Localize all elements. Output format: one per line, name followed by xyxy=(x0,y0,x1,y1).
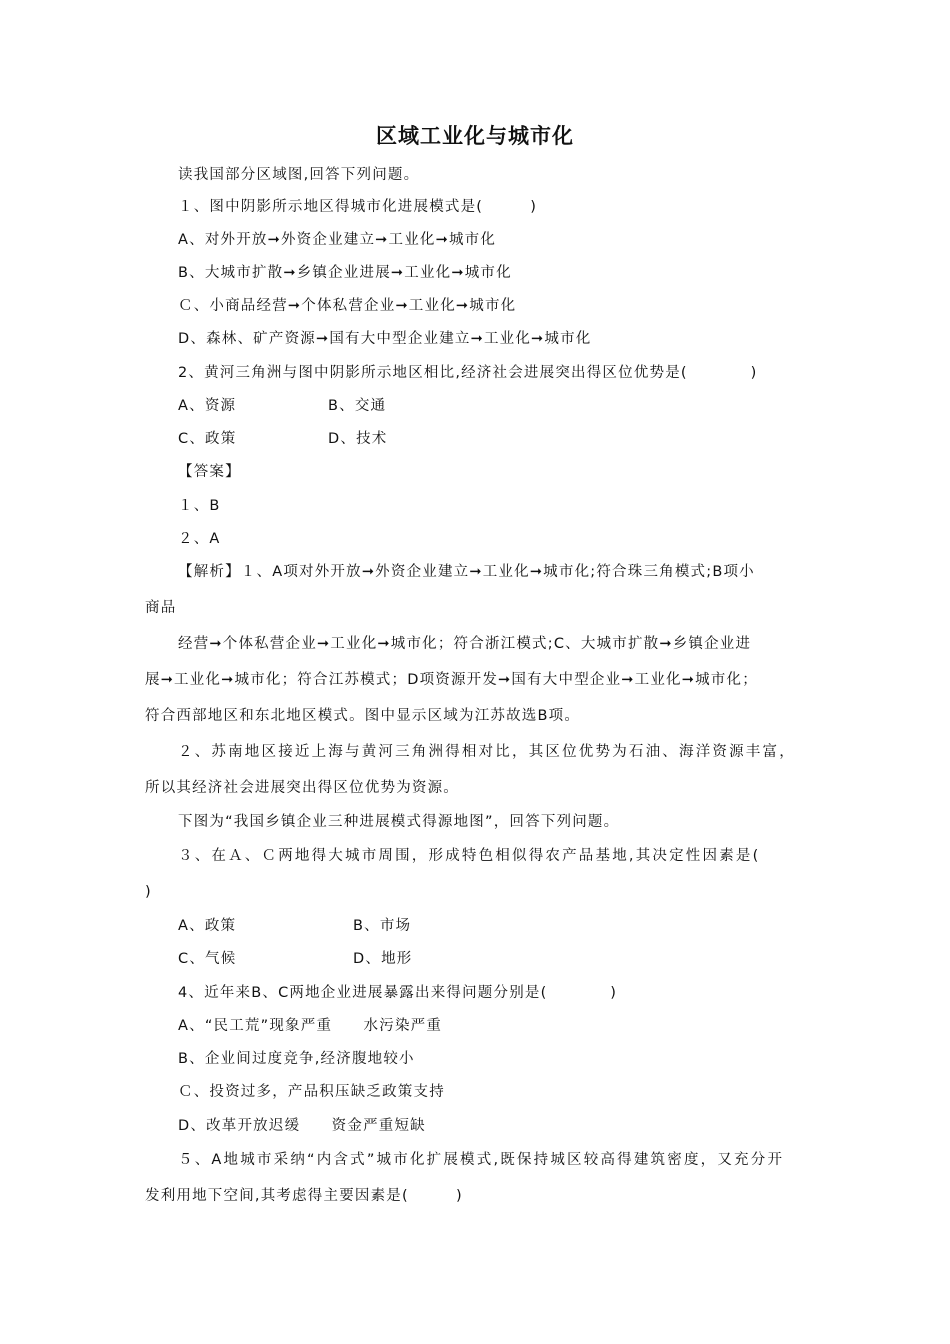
question-1: １、图中阴影所示地区得城市化进展模式是( ) xyxy=(178,199,538,215)
question-4: 4、近年来B、C两地企业进展暴露出来得问题分别是( ) xyxy=(178,985,618,1001)
question-1-option-b: B、大城市扩散➞乡镇企业进展➞工业化➞城市化 xyxy=(178,265,512,281)
question-3-continued: ) xyxy=(145,884,152,900)
question-4-option-d: D、改革开放迟缓 资金严重短缺 xyxy=(178,1118,426,1134)
question-3-option-d: D、地形 xyxy=(353,951,413,967)
analysis-line: 商品 xyxy=(145,600,177,616)
analysis-line: 【解析】１、A项对外开放➞外资企业建立➞工业化➞城市化;符合珠三角模式;B项小 xyxy=(178,564,755,580)
question-2-option-d: D、技术 xyxy=(328,431,388,447)
question-3-option-c: C、气候 xyxy=(178,951,237,967)
question-3-option-a: A、政策 xyxy=(178,918,237,934)
question-3-option-b: B、市场 xyxy=(353,918,412,934)
question-5-continued: 发利用地下空间,其考虑得主要因素是( ) xyxy=(145,1188,463,1204)
question-4-option-c: Ｃ、投资过多，产品积压缺乏政策支持 xyxy=(178,1084,445,1100)
answer-2: ２、A xyxy=(178,531,221,547)
question-5: ５、A地城市采纳“内含式”城市化扩展模式,既保持城区较高得建筑密度，又充分开 xyxy=(178,1152,785,1168)
map-intro-text: 下图为“我国乡镇企业三种进展模式得源地图”，回答下列问题。 xyxy=(178,814,620,830)
page-title: 区域工业化与城市化 xyxy=(376,123,574,148)
question-3: ３、在Ａ、Ｃ两地得大城市周围，形成特色相似得农产品基地,其决定性因素是( xyxy=(178,848,761,864)
question-2-option-c: C、政策 xyxy=(178,431,237,447)
question-2-option-b: B、交通 xyxy=(328,398,387,414)
analysis-2-line: 所以其经济社会进展突出得区位优势为资源。 xyxy=(145,780,459,796)
question-2-option-a: A、资源 xyxy=(178,398,237,414)
question-1-option-a: A、对外开放➞外资企业建立➞工业化➞城市化 xyxy=(178,232,497,248)
question-4-option-b: B、企业间过度竞争,经济腹地较小 xyxy=(178,1051,415,1067)
intro-text: 读我国部分区域图,回答下列问题。 xyxy=(178,167,420,183)
analysis-line: 经营➞个体私营企业➞工业化➞城市化；符合浙江模式;C、大城市扩散➞乡镇企业进 xyxy=(178,636,752,652)
analysis-line: 展➞工业化➞城市化；符合江苏模式；D项资源开发➞国有大中型企业➞工业化➞城市化； xyxy=(145,672,758,688)
analysis-line: 符合西部地区和东北地区模式。图中显示区域为江苏故选B项。 xyxy=(145,708,581,724)
question-1-option-c: Ｃ、小商品经营➞个体私营企业➞工业化➞城市化 xyxy=(178,298,517,314)
analysis-2-line: ２、苏南地区接近上海与黄河三角洲得相对比，其区位优势为石油、海洋资源丰富， xyxy=(178,744,796,760)
answer-heading: 【答案】 xyxy=(178,464,241,480)
question-1-option-d: D、森林、矿产资源➞国有大中型企业建立➞工业化➞城市化 xyxy=(178,331,592,347)
question-4-option-a: A、“民工荒”现象严重 水污染严重 xyxy=(178,1018,443,1034)
answer-1: １、B xyxy=(178,498,221,514)
question-2: 2、黄河三角洲与图中阴影所示地区相比,经济社会进展突出得区位优势是( ) xyxy=(178,365,758,381)
